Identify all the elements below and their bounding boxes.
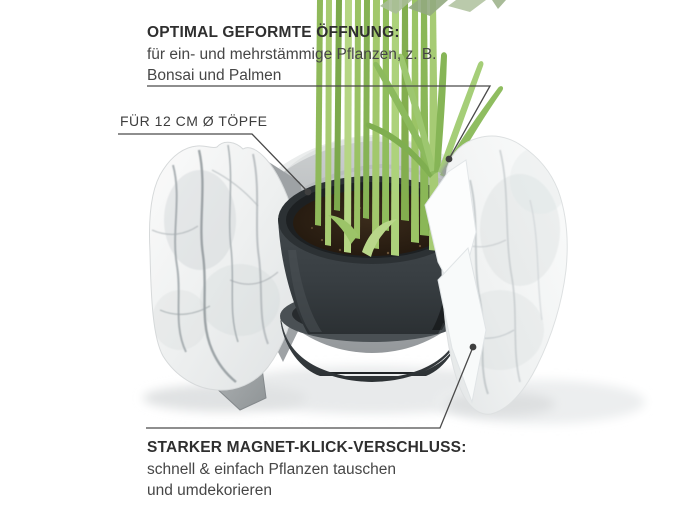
magnet-body-line1: schnell & einfach Pflanzen tauschen [147,460,397,478]
opening-callout-dot [446,156,453,163]
opening-body-line1: für ein- und mehrstämmige Pflanzen, z. B. [147,45,437,63]
left-half-rock [150,142,299,390]
magnet-body-line2: und umdekorieren [147,482,272,499]
magnet-heading: STARKER MAGNET-KLICK-VERSCHLUSS: [147,439,467,456]
pot-size-label: FÜR 12 CM Ø TÖPFE [120,113,268,129]
opening-body [147,44,436,87]
pot-size-callout-dot [305,189,312,196]
magnet-callout [147,437,467,502]
opening-callout [147,22,436,87]
opening-heading: OPTIMAL GEFORMTE ÖFFNUNG: [147,24,400,41]
magnet-body [147,459,467,502]
magnet-callout-dot [470,344,477,351]
opening-body-line2: Bonsai und Palmen [147,67,282,84]
